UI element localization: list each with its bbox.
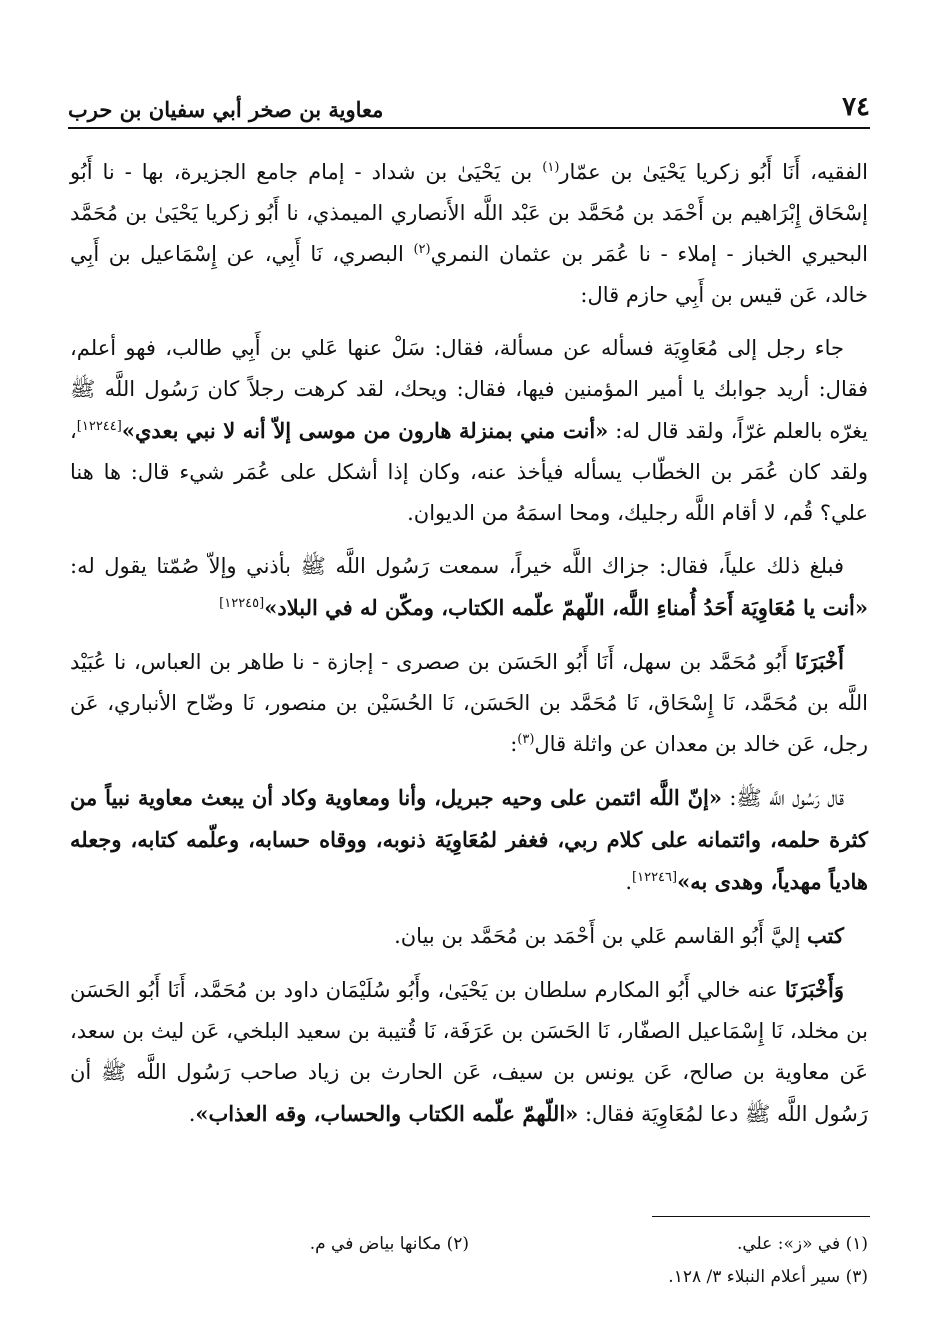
paragraph-3: فبلغ ذلك علياً، فقال: جزاك اللَّه خيراً، سمعت رَسُول اللَّه ﷺ بأذني وإلاّ صُمّتا يقول له: «أنت يا مُعَاوِيَة أَحَدُ أُمناءِ اللَّه، اللّهمّ علّمه الكتاب، ومكّن له في البلاد»[١٢٢٤٥] <box>70 554 868 620</box>
paragraph-6: كتب إليَّ أَبُو القاسم عَلي بن أَحْمَد بن مُحَمَّد بن بيان. <box>394 923 844 948</box>
footnotes <box>70 1228 868 1294</box>
hadith-quote: «اللّهمّ علّمه الكتاب والحساب، وقه العذاب» <box>195 1101 579 1126</box>
hadith-quote: «أنت مني بمنزلة هارون من موسى إلاّ أنه لا نبي بعدي» <box>121 418 609 443</box>
footnote-ref-2: (٢) <box>413 242 431 257</box>
paragraph-1: الفقيه، أَنَا أَبُو زكريا يَحْيَىٰ بن عمّار$^{(١)}$ بن يَحْيَىٰ بن شداد - إمام جامع الجزيرة، بها - نا أَبُو إسْحَاق إِبْرَاهيم بن أَحْمَد بن مُحَمَّد بن عَبْد اللَّه الأَنصاري الميمذي، نا أَبُو زكريا يَحْيَىٰ بن مُحَمَّد البحيري الخباز - إملاء - نا عُمَر بن عثمان النمري$^{(٢)}$ البصري، نَا أَبِي، عن إِسْمَاعيل بن أَبِي خالد، عَن قيس بن أَبِي حازم قال: <box>70 160 868 307</box>
paragraph-5: قال رَسُول اللَّه ﷺ: «إنّ اللَّه ائتمن على وحيه جبريل، وأنا ومعاوية وكاد أن يبعث معاوية نبياً من كثرة حلمه، وائتمانه على كلام ربي، فغفر لمُعَاوِيَة ذنوبه، ووقاه حسابه، وعلّمه كتابه، وجعله هادياً مهدياً، وهدى به»[١٢٢٤٦]. <box>70 785 868 894</box>
footnote-2: (٢) مكانها بياض في م. <box>309 1234 469 1254</box>
paragraph-4: أَخْبَرَنَا أَبُو مُحَمَّد بن سهل، أَنَا أَبُو الحَسَن بن صصرى - إجازة - نا طاهر بن العباس، نا عُبَيْد اللَّه بن مُحَمَّد، نَا إِسْحَاق، نَا مُحَمَّد بن الحَسَن، نَا الحُسَيْن بن منصور، نَا وضّاح الأنباري، عَن رجل، عَن خالد بن معدان عن واثلة قال$^{(٣)}$: <box>70 649 868 756</box>
isnad-keyword: أَخْبَرَنَا <box>795 649 844 674</box>
paragraph-2: جاء رجل إلى مُعَاوِيَة فسأله عن مسألة، فقال: سَلْ عنها عَلي بن أَبِي طالب، فهو أعلم، فقال: أريد جوابك يا أمير المؤمنين فيها، فقال: ويحك، لقد كرهت رجلاً كان رَسُول اللَّه ﷺ يغرّه بالعلم غرّاً، ولقد قال له: «أنت مني بمنزلة هارون من موسى إلاّ أنه لا نبي بعدي»[١٢٢٤٤]، ولقد كان عُمَر بن الخطّاب يسأله فيأخذ عنه، وكان إذا أشكل على عُمَر شيء قال: ها هنا علي؟ قُم، لا أقام اللَّه رجليك، ومحا اسمَهُ من الديوان. <box>70 336 868 525</box>
isnad-keyword: كتب <box>807 923 844 948</box>
header-rule <box>68 127 870 129</box>
hadith-number: [١٢٢٤٦] <box>632 870 678 885</box>
hadith-quote: «إنّ اللَّه ائتمن على وحيه جبريل، وأنا ومعاوية وكاد أن يبعث معاوية نبياً من كثرة حلمه، وائتمانه على كلام ربي، فغفر لمُعَاوِيَة ذنوبه، ووقاه حسابه، وعلّمه كتابه، وجعله هادياً مهدياً، وهدى به» <box>70 785 868 894</box>
main-text <box>70 152 868 1147</box>
paragraph-7: وَأَخْبَرَنَا عنه خالي أَبُو المكارم سلطان بن يَحْيَىٰ، وأَبُو سُلَيْمَان داود بن مُحَمَّد، أَنَا أَبُو الحَسَن بن مخلد، نَا إِسْمَاعيل الصفّار، نَا الحَسَن بن عَرَفَة، نَا قُتيبة بن سعيد البلخي، عَن ليث بن سعد، عَن معاوية بن صالح، عَن يونس بن سيف، عَن الحارث بن زياد صاحب رَسُول اللَّه ﷺ أن رَسُول اللَّه ﷺ دعا لمُعَاوِيَة فقال: «اللّهمّ علّمه الكتاب والحساب، وقه العذاب». <box>70 977 868 1126</box>
footnote-row <box>70 1261 868 1294</box>
running-title: معاوية بن صخر أبي سفيان بن حرب <box>68 97 384 122</box>
footnote-row <box>70 1228 868 1261</box>
footnote-ref-3: (٣) <box>517 732 535 747</box>
page-number: ٧٤ <box>842 92 870 122</box>
footnote-ref-1: (١) <box>542 160 560 175</box>
footnote-1: (١) في «ز»: علي. <box>736 1234 868 1254</box>
isnad-keyword: وَأَخْبَرَنَا <box>784 977 844 1002</box>
footnote-3: (٣) سير أعلام النبلاء ٣/ ١٢٨. <box>668 1267 868 1287</box>
hadith-number: [١٢٢٤٤] <box>76 419 122 434</box>
footnote-rule <box>652 1216 870 1217</box>
hadith-number: [١٢٢٤٥] <box>219 596 265 611</box>
page-header <box>68 88 870 122</box>
hadith-quote: «أنت يا مُعَاوِيَة أَحَدُ أُمناءِ اللَّه، اللّهمّ علّمه الكتاب، ومكّن له في البلاد» <box>264 595 868 620</box>
